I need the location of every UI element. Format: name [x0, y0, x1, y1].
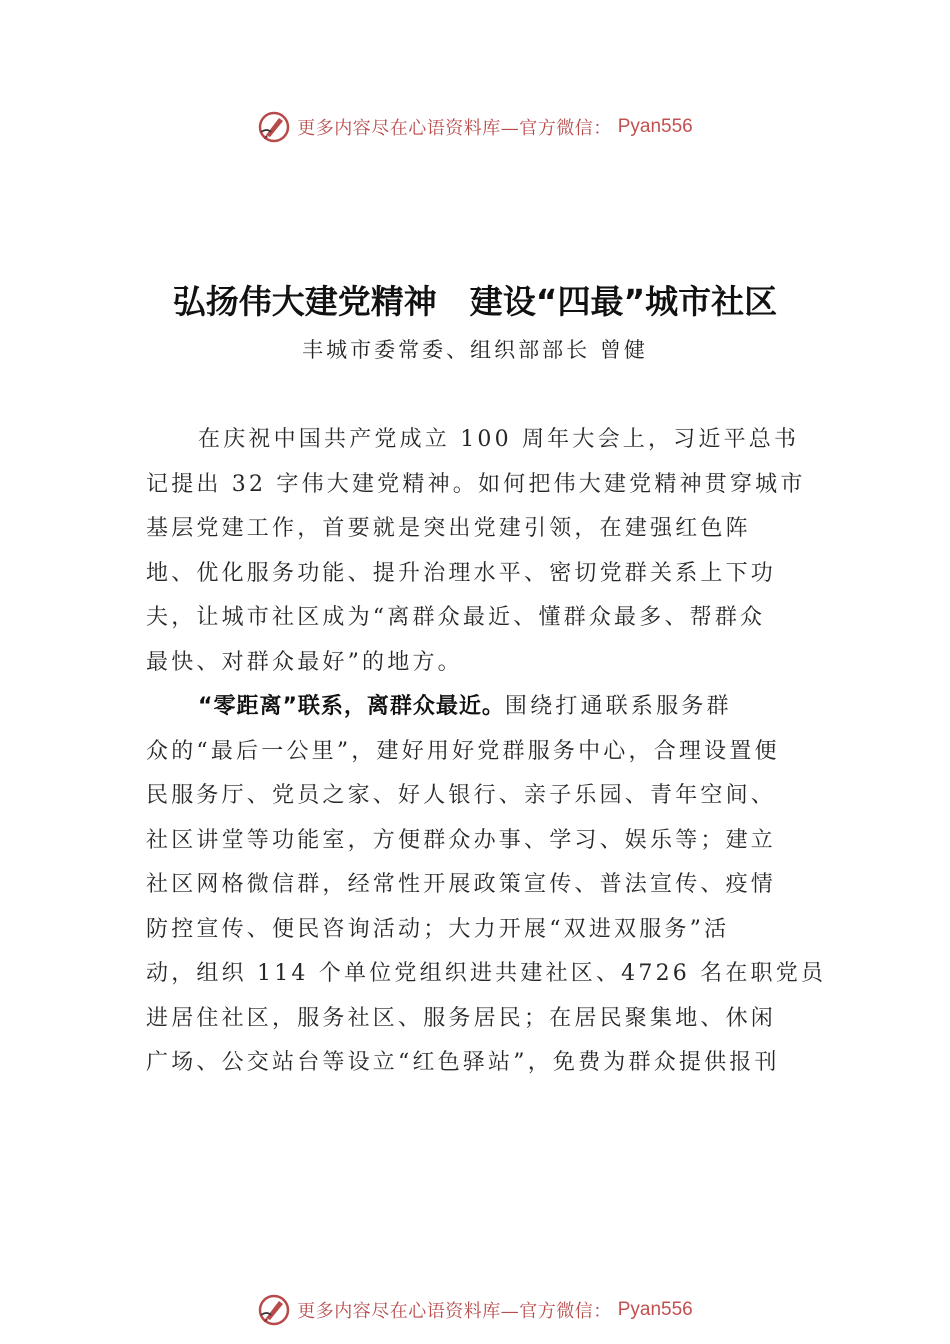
text-line: 社区网格微信群，经常性开展政策宣传、普法宣传、疫情 [146, 872, 777, 897]
watermark-handle: Pyan556 [617, 1299, 693, 1320]
text-line [146, 685, 796, 730]
pen-logo-icon [257, 110, 291, 144]
text-span: 围绕打通联系服务群 [504, 694, 732, 719]
text-line: 在庆祝中国共产党成立 100 周年大会上，习近平总书 [198, 427, 800, 452]
text-line: 民服务厅、党员之家、好人银行、亲子乐园、青年空间、 [146, 783, 777, 808]
text-line: 基层党建工作，首要就是突出党建引领，在建强红色阵 [146, 516, 751, 541]
paragraph-lead-heading: “零距离”联系，离群众最近。 [198, 694, 505, 719]
paragraph-zero-distance [146, 685, 827, 1086]
text-line: 地、优化服务功能、提升治理水平、密切党群关系上下功 [146, 560, 777, 586]
text-line: 众的“最后一公里”，建好用好党群服务中心，合理设置便 [146, 738, 780, 764]
pen-logo-icon [257, 1293, 291, 1327]
text-line: 夫，让城市社区成为“离群众最近、懂群众最多、帮群众 [146, 605, 766, 630]
text-line: 社区讲堂等功能室，方便群众办事、学习、娱乐等；建立 [146, 827, 777, 853]
author-byline: 丰城市委常委、组织部部长 曾健 [302, 338, 648, 362]
text-line: 动，组织 114 个单位党组织进共建社区、4726 名在职党员 [146, 961, 827, 986]
text-line: 进居住社区，服务社区、服务居民；在居民聚集地、休闲 [146, 1005, 777, 1031]
watermark-handle: Pyan556 [617, 116, 693, 137]
text-line: 最快、对群众最好”的地方。 [146, 649, 463, 675]
watermark-text: 更多内容尽在心语资料库—官方微信： [297, 1301, 612, 1322]
document-title: 弘扬伟大建党精神 建设“四最”城市社区 [172, 282, 778, 321]
text-line: 防控宣传、便民咨询活动；大力开展“双进双服务”活 [146, 916, 730, 942]
watermark-header [0, 107, 950, 147]
paragraph-intro [146, 418, 806, 685]
watermark-text: 更多内容尽在心语资料库—官方微信： [297, 118, 612, 139]
article-body [146, 418, 827, 1086]
text-line: 记提出 32 字伟大建党精神。如何把伟大建党精神贯穿城市 [146, 471, 806, 497]
watermark-footer [0, 1290, 950, 1330]
text-line: 广场、公交站台等设立“红色驿站”，免费为群众提供报刊 [146, 1050, 780, 1075]
